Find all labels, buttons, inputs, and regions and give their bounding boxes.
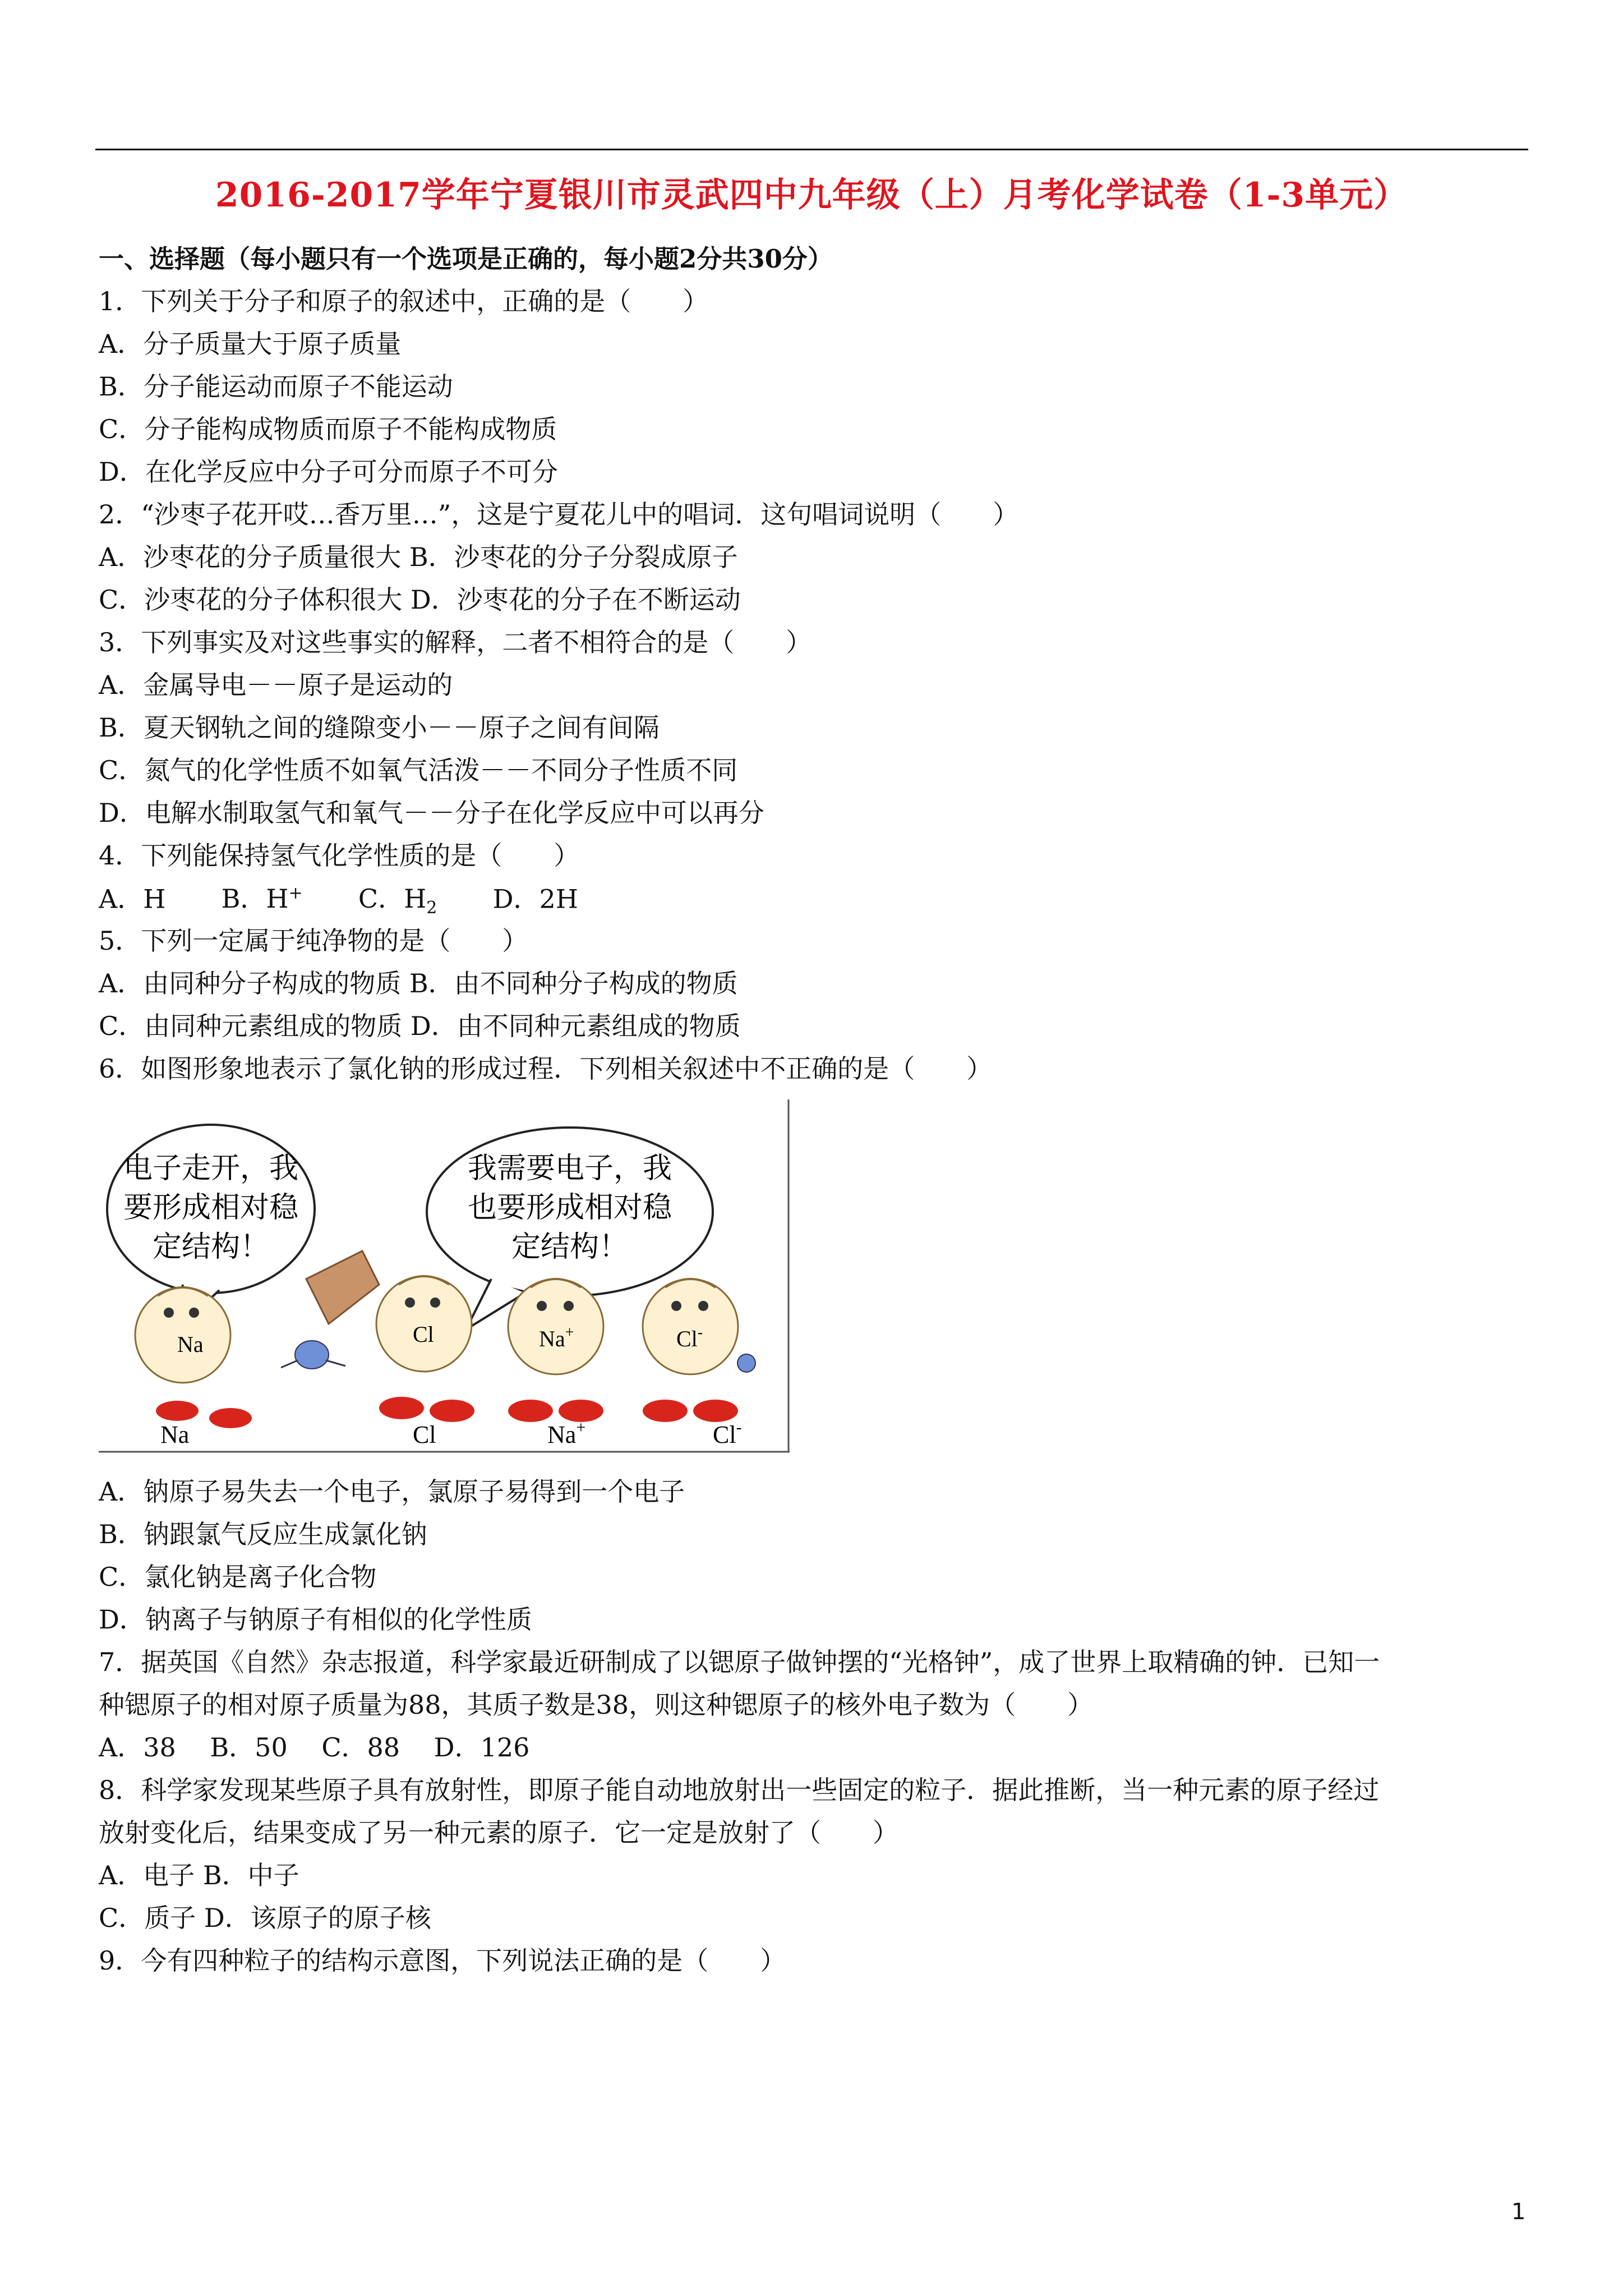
q1-option-c: C．分子能构成物质而原子不能构成物质 [99, 414, 557, 444]
header-rule [95, 149, 1528, 150]
q4-option-c: C．$H_2$ [358, 884, 437, 918]
q8-stem-line-1: 8．科学家发现某些原子具有放射性，即原子能自动地放射出一些固定的粒子．据此推断，当一种元素的原子经过 [99, 1775, 1380, 1805]
bubble-left-line-1: 电子走开，我 [123, 1152, 299, 1185]
q8-stem-line-2: 放射变化后，结果变成了另一种元素的原子．它一定是放射了（ ） [99, 1818, 898, 1848]
na-body-label: Na [177, 1332, 204, 1357]
q1-option-a: A．分子质量大于原子质量 [99, 329, 402, 359]
label-na: Na [160, 1421, 190, 1448]
q7-stem-line-1: 7．据英国《自然》杂志报道，科学家最近研制成了以锶原子做钟摆的“光格钟”，成了世界上取精确的钟．已知一 [99, 1647, 1380, 1677]
label-cl: Cl [413, 1421, 436, 1448]
na-ion-character [508, 1279, 603, 1422]
q4-option-d: D．2H [492, 884, 578, 914]
na-atom-character [135, 1287, 252, 1428]
cl-body-label: Cl [413, 1322, 434, 1347]
q2-options-ab: A．沙枣花的分子质量很大 B．沙枣花的分子分裂成原子 [99, 542, 738, 572]
label-cl-ion: Cl- [713, 1418, 742, 1448]
q6-option-c: C．氯化钠是离子化合物 [99, 1562, 377, 1592]
q1-option-d: D．在化学反应中分子可分而原子不可分 [99, 457, 558, 487]
q3-option-a: A．金属导电－－原子是运动的 [99, 670, 453, 700]
nacl-formation-figure [99, 1099, 790, 1453]
bubble-right-line-1: 我需要电子，我 [467, 1152, 672, 1185]
q4-stem: 4．下列能保持氢气化学性质的是（ ） [99, 840, 580, 871]
electron-figure [281, 1341, 345, 1369]
q3-option-c: C．氮气的化学性质不如氧气活泼－－不同分子性质不同 [99, 755, 738, 785]
q9-stem: 9．今有四种粒子的结构示意图，下列说法正确的是（ ） [99, 1945, 786, 1976]
q2-options-cd: C．沙枣花的分子体积很大 D．沙枣花的分子在不断运动 [99, 585, 741, 615]
q1-option-b: B．分子能运动而原子不能运动 [99, 371, 453, 402]
q8-options-cd: C．质子 D．该原子的原子核 [99, 1903, 431, 1933]
bubble-left-line-2: 要形成相对稳 [123, 1191, 299, 1225]
bubble-right-line-2: 也要形成相对稳 [467, 1191, 672, 1225]
q5-options-cd: C．由同种元素组成的物质 D．由不同种元素组成的物质 [99, 1011, 741, 1041]
q7-stem-line-2: 种锶原子的相对原子质量为88，其质子数是38，则这种锶原子的核外电子数为（ ） [99, 1690, 1094, 1720]
cl-atom-character [306, 1251, 474, 1422]
q3-option-b: B．夏天钢轨之间的缝隙变小－－原子之间有间隔 [99, 712, 660, 743]
q4-options [99, 885, 578, 917]
q6-option-a: A．钠原子易失去一个电子，氯原子易得到一个电子 [99, 1476, 685, 1507]
q5-stem: 5．下列一定属于纯净物的是（ ） [99, 926, 528, 956]
page-number: 1 [1511, 2199, 1526, 2225]
q5-options-ab: A．由同种分子构成的物质 B．由不同种分子构成的物质 [99, 968, 738, 999]
bubble-left-line-3: 定结构！ [152, 1230, 270, 1264]
label-na-ion: Na+ [547, 1418, 586, 1448]
cl-ion-body-label: Cl- [676, 1324, 703, 1351]
q4-option-a: A．H [99, 884, 166, 914]
q2-stem: 2．“沙枣子花开哎…香万里…”，这是宁夏花儿中的唱词．这句唱词说明（ ） [99, 499, 1019, 530]
q6-stem: 6．如图形象地表示了氯化钠的形成过程．下列相关叙述中不正确的是（ ） [99, 1053, 993, 1084]
q7-options: A．38 B．50 C．88 D．126 [99, 1732, 530, 1763]
page-title: 2016-2017学年宁夏银川市灵武四中九年级（上）月考化学试卷（1-3单元） [215, 176, 1408, 215]
q1-stem: 1．下列关于分子和原子的叙述中，正确的是（ ） [99, 286, 709, 316]
q8-options-ab: A．电子 B．中子 [99, 1860, 299, 1890]
na-ion-body-label: Na+ [539, 1324, 574, 1351]
bubble-right-line-3: 定结构！ [511, 1230, 629, 1264]
q6-option-b: B．钠跟氯气反应生成氯化钠 [99, 1519, 427, 1549]
q3-stem: 3．下列事实及对这些事实的解释，二者不相符合的是（ ） [99, 627, 812, 657]
cl-ion-character [643, 1279, 755, 1422]
q4-option-b: B．H+ [221, 884, 303, 914]
section-heading: 一、选择题（每小题只有一个选项是正确的，每小题2分共30分） [99, 244, 833, 274]
q6-option-d: D．钠离子与钠原子有相似的化学性质 [99, 1604, 532, 1635]
q3-option-d: D．电解水制取氢气和氧气－－分子在化学反应中可以再分 [99, 798, 764, 828]
